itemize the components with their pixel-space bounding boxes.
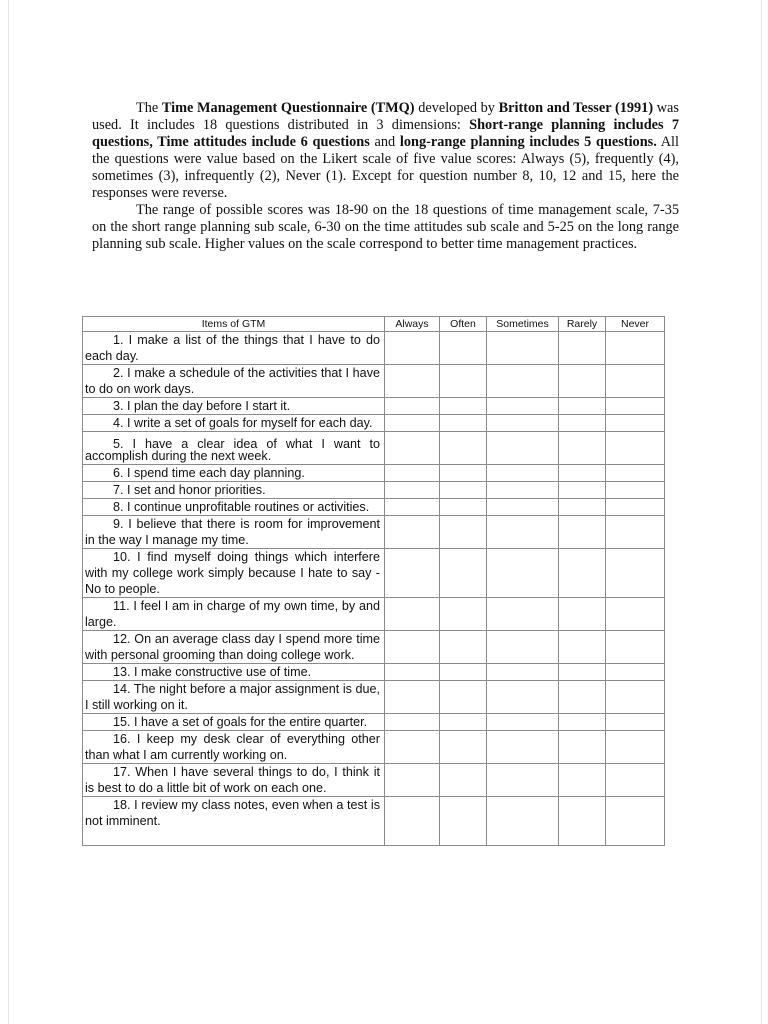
- item-label: 5. I have a clear idea of what I want to accomplish during the next week.: [85, 437, 380, 463]
- response-cell-often[interactable]: [440, 664, 487, 681]
- response-cell-often[interactable]: [440, 499, 487, 516]
- item-text: [83, 465, 385, 482]
- response-cell-always[interactable]: [385, 332, 440, 365]
- item-text: [83, 499, 385, 516]
- item-label: 8. I continue unprofitable routines or activities.: [113, 500, 370, 514]
- response-cell-never[interactable]: [606, 432, 665, 465]
- response-cell-rarely[interactable]: [559, 415, 606, 432]
- response-cell-always[interactable]: [385, 631, 440, 664]
- response-cell-always[interactable]: [385, 398, 440, 415]
- response-cell-always[interactable]: [385, 797, 440, 846]
- response-cell-often[interactable]: [440, 598, 487, 631]
- item-label: 18. I review my class notes, even when a test is not imminent.: [85, 798, 380, 828]
- item-text: [83, 598, 385, 631]
- item-text: [83, 681, 385, 714]
- item-label: 15. I have a set of goals for the entire quarter.: [113, 715, 368, 729]
- response-cell-rarely[interactable]: [559, 714, 606, 731]
- item-text: [83, 664, 385, 681]
- item-label: 9. I believe that there is room for improvement in the way I manage my time.: [85, 517, 380, 547]
- intro-paragraph-2: The range of possible scores was 18-90 on the 18 questions of time management scale, 7-35 on the short range planning sub scale, 6-30 on the time attitudes sub scale and 5-25 on the long range planning sub scale. Higher values on the scale correspond to better time management practices.: [92, 202, 679, 252]
- response-cell-often[interactable]: [440, 764, 487, 797]
- response-cell-always[interactable]: [385, 482, 440, 499]
- intro-run: developed by: [414, 100, 499, 116]
- table-row: [83, 482, 665, 499]
- item-label: 10. I find myself doing things which interfere with my college work simply because I hate to say -No to people.: [85, 550, 380, 596]
- response-cell-never[interactable]: [606, 731, 665, 764]
- item-label: 4. I write a set of goals for myself for each day.: [113, 416, 373, 430]
- response-cell-always[interactable]: [385, 365, 440, 398]
- response-cell-sometimes[interactable]: [487, 764, 559, 797]
- response-cell-never[interactable]: [606, 365, 665, 398]
- table-row: [83, 432, 665, 465]
- response-cell-never[interactable]: [606, 664, 665, 681]
- response-cell-always[interactable]: [385, 549, 440, 598]
- item-text: [83, 797, 385, 846]
- response-cell-often[interactable]: [440, 432, 487, 465]
- item-text: [83, 482, 385, 499]
- item-text: [83, 764, 385, 797]
- response-cell-never[interactable]: [606, 482, 665, 499]
- response-cell-never[interactable]: [606, 516, 665, 549]
- item-label: 6. I spend time each day planning.: [113, 466, 305, 480]
- response-cell-rarely[interactable]: [559, 549, 606, 598]
- response-cell-sometimes[interactable]: [487, 499, 559, 516]
- intro-run: Time Management Questionnaire (TMQ): [161, 100, 415, 116]
- table-row: [83, 598, 665, 631]
- response-cell-rarely[interactable]: [559, 598, 606, 631]
- table-row: [83, 365, 665, 398]
- response-cell-sometimes[interactable]: [487, 482, 559, 499]
- response-cell-often[interactable]: [440, 516, 487, 549]
- response-cell-always[interactable]: [385, 432, 440, 465]
- response-cell-often[interactable]: [440, 797, 487, 846]
- response-cell-never[interactable]: [606, 499, 665, 516]
- item-label: 11. I feel I am in charge of my own time, by and large.: [85, 599, 380, 629]
- response-cell-never[interactable]: [606, 598, 665, 631]
- response-cell-never[interactable]: [606, 398, 665, 415]
- response-cell-rarely[interactable]: [559, 432, 606, 465]
- item-label: 3. I plan the day before I start it.: [113, 399, 291, 413]
- response-cell-never[interactable]: [606, 714, 665, 731]
- intro-text: [92, 100, 679, 253]
- intro-run: The: [136, 100, 162, 116]
- response-cell-often[interactable]: [440, 681, 487, 714]
- response-cell-always[interactable]: [385, 714, 440, 731]
- response-cell-rarely[interactable]: [559, 764, 606, 797]
- response-cell-often[interactable]: [440, 365, 487, 398]
- response-cell-sometimes[interactable]: [487, 465, 559, 482]
- table-row: [83, 731, 665, 764]
- response-cell-sometimes[interactable]: [487, 365, 559, 398]
- response-cell-never[interactable]: [606, 681, 665, 714]
- table-row: [83, 499, 665, 516]
- intro-run: Short-range planning includes 7 questions, Time attitudes include 6 questions: [92, 117, 679, 150]
- response-cell-sometimes[interactable]: [487, 797, 559, 846]
- table-row: [83, 398, 665, 415]
- response-cell-often[interactable]: [440, 415, 487, 432]
- item-label: 17. When I have several things to do, I think it is best to do a little bit of work on each one.: [85, 765, 380, 795]
- response-cell-rarely[interactable]: [559, 631, 606, 664]
- item-text: [83, 365, 385, 398]
- response-cell-never[interactable]: [606, 415, 665, 432]
- intro-run: long-range planning includes 5 questions.: [399, 134, 657, 150]
- table-row: [83, 415, 665, 432]
- response-cell-sometimes[interactable]: [487, 332, 559, 365]
- response-cell-often[interactable]: [440, 549, 487, 598]
- item-label: 13. I make constructive use of time.: [113, 665, 312, 679]
- header-often: Often: [440, 317, 487, 332]
- response-cell-never[interactable]: [606, 465, 665, 482]
- table-row: [83, 714, 665, 731]
- response-cell-rarely[interactable]: [559, 332, 606, 365]
- item-label: 12. On an average class day I spend more time with personal grooming than doing college work.: [85, 632, 380, 662]
- response-cell-always[interactable]: [385, 415, 440, 432]
- response-cell-sometimes[interactable]: [487, 681, 559, 714]
- item-text: [83, 516, 385, 549]
- response-cell-rarely[interactable]: [559, 664, 606, 681]
- response-cell-rarely[interactable]: [559, 516, 606, 549]
- item-text: [83, 415, 385, 432]
- table-row: [83, 516, 665, 549]
- item-label: 16. I keep my desk clear of everything other than what I am currently working on.: [85, 732, 380, 762]
- intro-run: and: [369, 134, 400, 150]
- response-cell-never[interactable]: [606, 764, 665, 797]
- item-text: [83, 432, 385, 465]
- response-cell-often[interactable]: [440, 482, 487, 499]
- response-cell-always[interactable]: [385, 499, 440, 516]
- response-cell-always[interactable]: [385, 598, 440, 631]
- response-cell-rarely[interactable]: [559, 731, 606, 764]
- response-cell-rarely[interactable]: [559, 797, 606, 846]
- response-cell-always[interactable]: [385, 465, 440, 482]
- intro-run: was used. It includes 18 questions distributed in 3 dimensions:: [92, 100, 679, 133]
- response-cell-never[interactable]: [606, 332, 665, 365]
- gtm-questionnaire-table: [82, 316, 665, 846]
- item-label: 7. I set and honor priorities.: [113, 483, 266, 497]
- response-cell-sometimes[interactable]: [487, 432, 559, 465]
- response-cell-rarely[interactable]: [559, 499, 606, 516]
- item-label: 2. I make a schedule of the activities that I have to do on work days.: [85, 366, 380, 396]
- response-cell-rarely[interactable]: [559, 398, 606, 415]
- table-row: [83, 465, 665, 482]
- item-text: [83, 731, 385, 764]
- response-cell-sometimes[interactable]: [487, 398, 559, 415]
- response-cell-often[interactable]: [440, 398, 487, 415]
- response-cell-never[interactable]: [606, 631, 665, 664]
- item-text: [83, 549, 385, 598]
- response-cell-always[interactable]: [385, 664, 440, 681]
- response-cell-often[interactable]: [440, 465, 487, 482]
- table-row: [83, 681, 665, 714]
- intro-run: All the questions were value based on the Likert scale of five value scores: Always (5), frequently (4), sometimes (3), infrequently (2), Never (1). Except for question number 8, 10, 12 and 15, here the responses were reverse.: [92, 134, 679, 201]
- header-always: Always: [385, 317, 440, 332]
- item-label: 14. The night before a major assignment is due, I still working on it.: [85, 682, 380, 712]
- response-cell-often[interactable]: [440, 332, 487, 365]
- response-cell-sometimes[interactable]: [487, 549, 559, 598]
- response-cell-often[interactable]: [440, 731, 487, 764]
- response-cell-sometimes[interactable]: [487, 731, 559, 764]
- header-rarely: Rarely: [559, 317, 606, 332]
- item-text: [83, 332, 385, 365]
- response-cell-always[interactable]: [385, 681, 440, 714]
- response-cell-always[interactable]: [385, 731, 440, 764]
- table-row: [83, 631, 665, 664]
- response-cell-always[interactable]: [385, 516, 440, 549]
- table-row: [83, 332, 665, 365]
- item-label: 1. I make a list of the things that I have to do each day.: [85, 333, 380, 363]
- response-cell-sometimes[interactable]: [487, 415, 559, 432]
- response-cell-often[interactable]: [440, 714, 487, 731]
- response-cell-rarely[interactable]: [559, 465, 606, 482]
- table-row: [83, 764, 665, 797]
- response-cell-never[interactable]: [606, 797, 665, 846]
- response-cell-often[interactable]: [440, 631, 487, 664]
- response-cell-sometimes[interactable]: [487, 516, 559, 549]
- intro-run: Britton and Tesser (1991): [498, 100, 654, 116]
- item-text: [83, 398, 385, 415]
- table-row: [83, 549, 665, 598]
- response-cell-never[interactable]: [606, 549, 665, 598]
- response-cell-rarely[interactable]: [559, 482, 606, 499]
- response-cell-sometimes[interactable]: [487, 664, 559, 681]
- item-text: [83, 714, 385, 731]
- response-cell-rarely[interactable]: [559, 681, 606, 714]
- table-row: [83, 797, 665, 846]
- header-items: Items of GTM: [83, 317, 385, 332]
- item-text: [83, 631, 385, 664]
- response-cell-sometimes[interactable]: [487, 631, 559, 664]
- response-cell-rarely[interactable]: [559, 365, 606, 398]
- header-never: Never: [606, 317, 665, 332]
- response-cell-sometimes[interactable]: [487, 714, 559, 731]
- intro-paragraph-1: [92, 100, 679, 202]
- response-cell-always[interactable]: [385, 764, 440, 797]
- header-sometimes: Sometimes: [487, 317, 559, 332]
- table-header-row: [83, 317, 665, 332]
- response-cell-sometimes[interactable]: [487, 598, 559, 631]
- table-row: [83, 664, 665, 681]
